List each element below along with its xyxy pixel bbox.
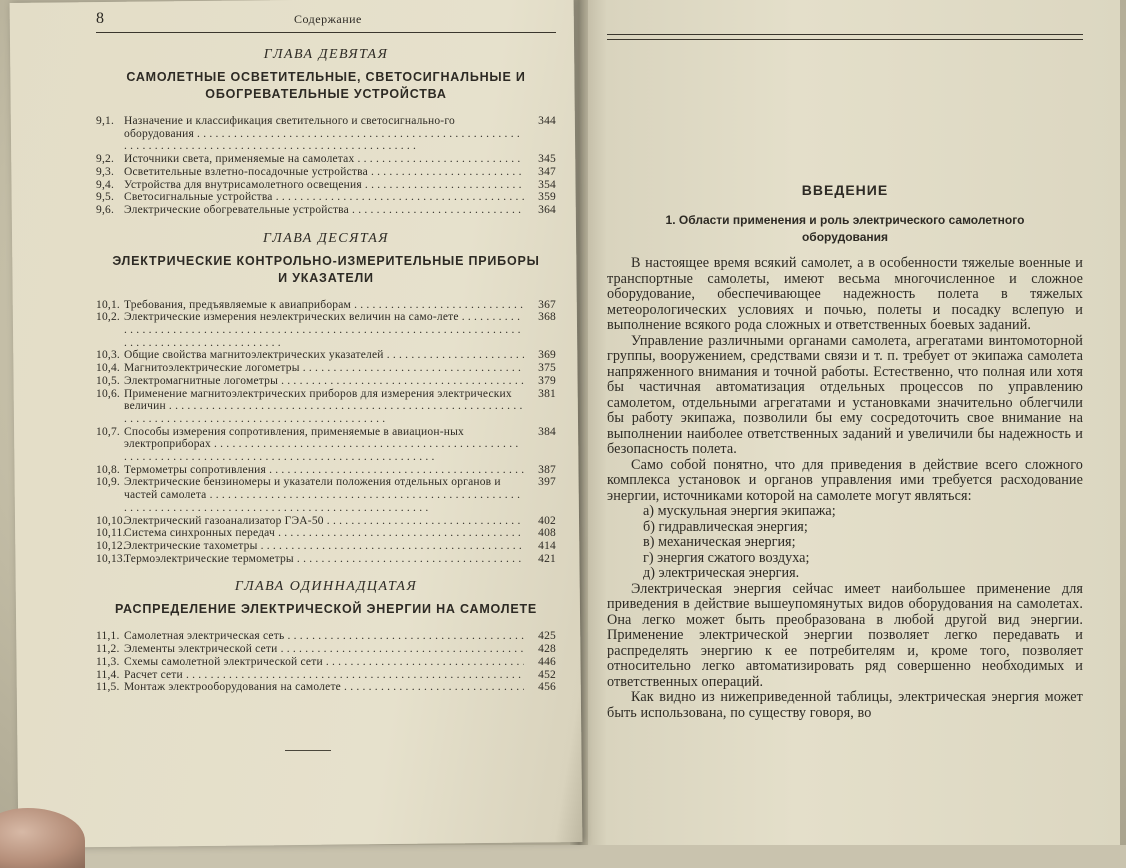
toc-entry-number: 10,4.	[96, 362, 120, 375]
toc-entry-number: 10,1.	[96, 298, 120, 311]
toc-entry-text-wrap	[124, 643, 524, 656]
toc-entry	[96, 553, 556, 566]
toc-entry-number: 11,3.	[96, 655, 120, 668]
toc-entry-page: 347	[538, 165, 556, 178]
dot-leader	[362, 179, 524, 191]
dot-leader	[284, 630, 524, 642]
toc-entry-text: Электрические обогревательные устройства	[124, 203, 349, 216]
toc-entry-text: Схемы самолетной электрической сети	[124, 655, 323, 668]
chapter-label: ГЛАВА ДЕВЯТАЯ	[263, 47, 389, 62]
toc-entry-page: 428	[538, 643, 556, 656]
toc-entry-text-wrap	[124, 527, 524, 540]
introduction-heading: ВВЕДЕНИЕ	[801, 182, 889, 198]
toc-entry-number: 10,9.	[96, 476, 120, 489]
list-item: г) энергия сжатого воздуха;	[643, 549, 810, 566]
toc-entry	[96, 540, 556, 553]
toc-entry-page: 344	[538, 115, 556, 127]
paragraph: Управление различными органами самолета, агрегатами винтомоторной группы, вооружением, средствами связи и т. п. требует от экипажа самолета напряженного внимания и точной работы. Естественно, что полная или хотя бы частичная автоматизация отдельных процессов по управлению самолетом, отдельными агрегатами и установками значительно облегчили бы работу экипажа, позволили бы ему сосредоточить свое внимание на выполнении наиболее ответственных заданий и увеличили бы надежность и безопасность полета.	[607, 332, 1083, 457]
toc-entry	[96, 166, 556, 179]
toc-entry-number: 10,6.	[96, 387, 120, 400]
toc-entry-number: 10,3.	[96, 349, 120, 362]
toc-entry	[96, 115, 556, 153]
chapter-label: ГЛАВА ОДИННАДЦАТАЯ	[234, 579, 418, 595]
dot-leader	[124, 400, 523, 425]
toc-entry-number: 10,2.	[96, 311, 120, 324]
dot-leader	[300, 362, 524, 374]
dot-leader	[368, 166, 524, 178]
right-page-content	[607, 0, 1083, 721]
toc-entry	[96, 311, 556, 349]
left-page-content	[96, 6, 556, 751]
toc-entry-text: Электрические измерения неэлектрических величин на само-лете	[124, 311, 459, 324]
dot-leader	[323, 656, 524, 668]
toc-entry-text-wrap	[124, 349, 524, 362]
toc-entry-number: 9,4.	[96, 178, 115, 191]
toc-entry-text: Требования, предъявляемые к авиаприборам	[124, 298, 352, 311]
toc-entry-text-wrap	[124, 656, 524, 669]
toc-entry-text-wrap	[124, 553, 524, 566]
toc-entry	[96, 179, 556, 192]
toc-entry-text: Электромагнитные логометры	[124, 374, 279, 387]
toc-entry	[96, 349, 556, 362]
toc-entry	[96, 464, 556, 477]
toc-entry-text: Осветительные взлетно-посадочные устройства	[124, 165, 368, 178]
toc-entry-text-wrap	[124, 426, 524, 464]
toc-entry-page: 456	[538, 681, 556, 694]
toc-entry-text: Магнитоэлектрические логометры	[124, 362, 300, 375]
toc-entry-text: Устройства для внутрисамолетного освещения	[124, 178, 362, 191]
toc-entry-page: 379	[538, 374, 556, 387]
end-rule	[285, 750, 331, 751]
toc-entry-text-wrap	[124, 299, 524, 312]
toc-entry-number: 10,12.	[96, 539, 126, 552]
toc-entry-number: 9,3.	[96, 165, 115, 178]
toc-entry	[96, 476, 556, 514]
toc-entry-text-wrap	[124, 166, 524, 179]
toc-entry	[96, 681, 556, 694]
chapter-label: ГЛАВА ДЕСЯТАЯ	[262, 230, 390, 246]
toc-entry	[96, 388, 556, 426]
toc-entry-text: Система синхронных передач	[124, 527, 275, 540]
toc-entry-number: 10,8.	[96, 463, 120, 476]
toc-entry-number: 10,10.	[96, 514, 126, 527]
dot-leader	[384, 349, 524, 361]
toc-entry-text: Применение магнитоэлектрических приборов для измерения электрических величин	[124, 387, 512, 413]
toc-entry	[96, 375, 556, 388]
toc-entry-text-wrap	[124, 191, 524, 204]
dot-leader	[275, 527, 524, 539]
toc-entry	[96, 515, 556, 528]
toc-entry-text: Электрические тахометры	[124, 539, 258, 552]
paragraph: Как видно из нижеприведенной таблицы, электрическая энергия может быть использована, по существу говоря, во	[607, 689, 1083, 721]
toc-entry-number: 9,1.	[96, 115, 115, 127]
list-item: в) механическая энергия;	[643, 534, 796, 550]
dot-leader	[324, 515, 524, 527]
section-title: 1. Области применения и роль электрического самолетного оборудования	[665, 213, 1025, 244]
toc-entry-page: 421	[538, 552, 556, 565]
toc-entry	[96, 191, 556, 204]
page-number: 8	[96, 10, 104, 27]
toc-entry-text: Общие свойства магнитоэлектрических указателей	[124, 349, 384, 362]
toc-entry	[96, 656, 556, 669]
toc-entry-text-wrap	[124, 388, 524, 426]
paragraph: В настоящее время всякий самолет, а в особенности тяжелые военные и транспортные самолеты, имеют весьма многочисленное и сложное оборудование, обеспечивающее надежность полета в тяжелых метеорологических условиях и почью, полеты и посадку вслепую и выполнение всякого рода сложных и ответственных боевых заданий.	[607, 255, 1083, 333]
toc-entry-text-wrap	[124, 204, 524, 217]
toc-entry-page: 345	[538, 153, 556, 166]
toc-entry-text-wrap	[124, 362, 524, 375]
toc-entry-page: 384	[538, 425, 556, 438]
toc-entry-text: Термометры сопротивления	[124, 463, 267, 476]
dot-leader	[278, 643, 524, 655]
toc-entry-text-wrap	[124, 115, 524, 153]
dot-leader	[349, 204, 524, 216]
toc-entry-number: 10,5.	[96, 374, 120, 387]
dot-leader	[258, 540, 524, 552]
toc-entry-page: 364	[538, 203, 556, 216]
toc-entry-page: 402	[538, 514, 556, 527]
toc-entry-text-wrap	[124, 681, 524, 694]
toc-entry-number: 9,5.	[96, 191, 115, 204]
dot-leader	[266, 464, 524, 476]
toc-entry-page: 425	[538, 630, 556, 643]
toc-entry-text-wrap	[124, 476, 524, 514]
toc-entry-page: 387	[538, 463, 556, 476]
toc-entry-text: Светосигнальные устройства	[124, 191, 273, 204]
paragraph: Электрическая энергия сейчас имеет наибольшее применение для приведения в действие вышеупомянутых видов оборудования на самолетах. Она легко может быть преобразована в любой другой вид энергии. Применение электрической энергии позволяет легко передавать и распределять энергию к ее потребителям и, кроме того, позволяет относительно легко автоматизировать ряд совершенно необходимых и ответственных операций.	[607, 580, 1083, 690]
dot-leader	[183, 669, 524, 681]
dot-leader	[273, 191, 524, 203]
toc-entry-text: Источники света, применяемые на самолетах	[124, 153, 355, 166]
list-item: б) гидравлическая энергия;	[643, 518, 808, 535]
toc-entry-page: 354	[538, 178, 556, 191]
running-title: Содержание	[294, 12, 362, 26]
toc-entry-page: 369	[538, 349, 556, 362]
toc-entry	[96, 643, 556, 656]
chapter-title: САМОЛЕТНЫЕ ОСВЕТИТЕЛЬНЫЕ, СВЕТОСИГНАЛЬНЫЕ И ОБОГРЕВАТЕЛЬНЫЕ УСТРОЙСТВА	[126, 70, 526, 101]
table-of-contents	[96, 47, 556, 694]
toc-entry-text-wrap	[124, 515, 524, 528]
dot-leader	[341, 681, 524, 693]
toc-entry-number: 11,5.	[96, 681, 120, 694]
toc-entry	[96, 669, 556, 682]
toc-entry-text: Электрические бензиномеры и указатели положения отдельных органов и частей самолета	[124, 476, 501, 502]
toc-list	[96, 630, 556, 694]
running-head	[96, 6, 556, 33]
toc-entry-page: 446	[538, 655, 556, 668]
toc-list	[96, 115, 556, 217]
toc-entry-text-wrap	[124, 153, 524, 166]
toc-entry-text: Электрический газоанализатор ГЭА-50	[124, 514, 324, 527]
toc-entry-page: 452	[538, 668, 556, 681]
list-item: а) мускульная энергия экипажа;	[643, 503, 836, 519]
toc-entry-number: 11,2.	[96, 643, 120, 656]
toc-entry-number: 11,4.	[96, 668, 120, 681]
toc-entry-text: Монтаж электрооборудования на самолете	[124, 681, 341, 694]
toc-entry	[96, 362, 556, 375]
top-rule-thin	[607, 39, 1083, 40]
toc-entry-number: 10,13.	[96, 552, 126, 565]
toc-entry-text-wrap	[124, 464, 524, 477]
toc-entry-text: Расчет сети	[124, 668, 183, 681]
toc-entry	[96, 153, 556, 166]
dot-leader	[354, 153, 524, 165]
toc-entry-page: 359	[538, 191, 556, 204]
toc-entry	[96, 299, 556, 312]
toc-entry-text-wrap	[124, 179, 524, 192]
dot-leader	[351, 299, 524, 311]
toc-entry-number: 10,7.	[96, 425, 120, 438]
toc-entry-text: Элементы электрической сети	[124, 643, 278, 656]
toc-entry-number: 9,2.	[96, 153, 115, 166]
toc-list	[96, 299, 556, 566]
toc-entry-text: Самолетная электрическая сеть	[124, 630, 285, 643]
paragraph: Само собой понятно, что для приведения в действие всего сложного комплекса установок и органов управления ими требуется расходование энергии, источниками которой на самолете могут являться:	[607, 456, 1083, 504]
toc-entry-page: 368	[538, 311, 556, 324]
toc-entry-page: 367	[538, 298, 556, 311]
toc-entry	[96, 527, 556, 540]
toc-entry	[96, 630, 556, 643]
toc-entry-number: 11,1.	[96, 630, 120, 643]
toc-entry-text-wrap	[124, 375, 524, 388]
toc-entry-text: Способы измерения сопротивления, применяемые в авиацион-ных электроприборах	[124, 425, 464, 451]
toc-entry-number: 10,11.	[96, 527, 126, 540]
list-item: д) электрическая энергия.	[643, 565, 800, 581]
toc-entry-text: Назначение и классификация светительного и светосигнально-го оборудования	[124, 115, 455, 140]
toc-entry-page: 375	[538, 362, 556, 375]
dot-leader	[278, 375, 524, 387]
top-rule	[607, 34, 1083, 35]
toc-entry-text: Термоэлектрические термометры	[124, 552, 294, 565]
chapter-title: ЭЛЕКТРИЧЕСКИЕ КОНТРОЛЬНО-ИЗМЕРИТЕЛЬНЫЕ ПРИБОРЫ И УКАЗАТЕЛИ	[112, 253, 540, 285]
toc-entry-text-wrap	[124, 669, 524, 682]
toc-entry-page: 408	[538, 527, 556, 540]
toc-entry-page: 397	[538, 476, 556, 489]
toc-entry	[96, 426, 556, 464]
toc-entry-text-wrap	[124, 630, 524, 643]
chapter-title: РАСПРЕДЕЛЕНИЕ ЭЛЕКТРИЧЕСКОЙ ЭНЕРГИИ НА САМОЛЕТЕ	[114, 602, 538, 617]
toc-entry-page: 414	[538, 539, 556, 552]
toc-entry-text-wrap	[124, 311, 524, 349]
toc-entry-page: 381	[538, 387, 556, 400]
toc-entry	[96, 204, 556, 217]
toc-entry-number: 9,6.	[96, 203, 115, 216]
dot-leader	[294, 553, 524, 565]
toc-entry-text-wrap	[124, 540, 524, 553]
